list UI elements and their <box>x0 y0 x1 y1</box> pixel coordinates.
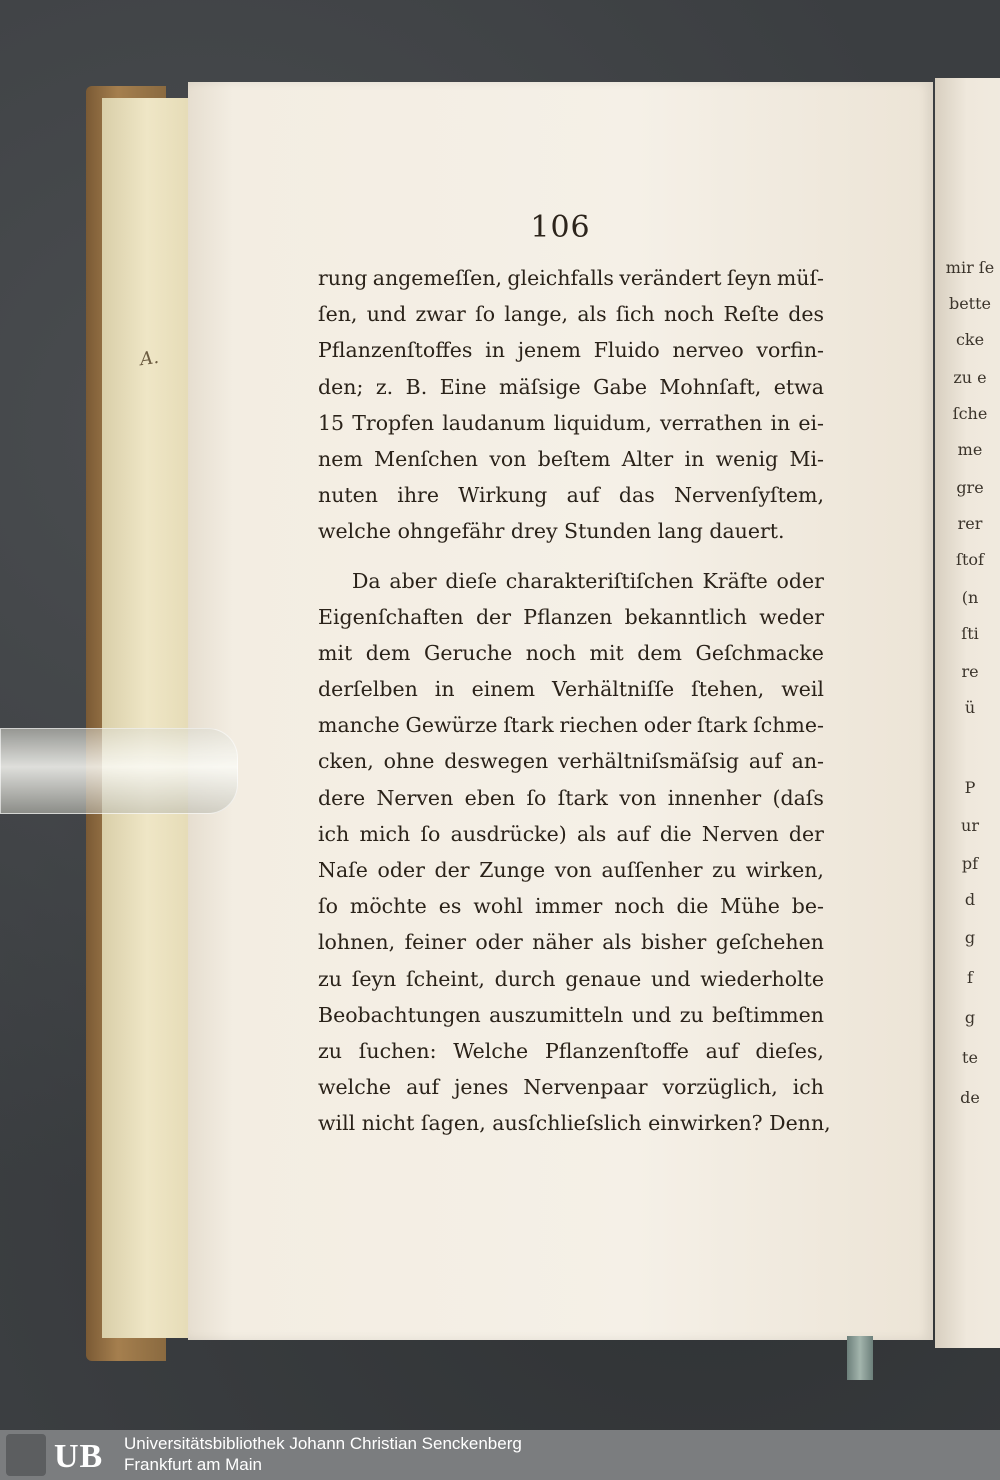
text-line: rung angemeſſen, gleichfalls verändert ſeyn müſ- <box>318 266 824 290</box>
text-line: ich mich ſo ausdrücke) als auf die Nerven der <box>318 821 824 846</box>
text-line: zu ſuchen: Welche Pflanzenſtoffe auf dieſes, <box>318 1038 824 1063</box>
text-line: den; z. B. Eine mäſsige Gabe Mohnſaft, etwa <box>318 374 824 399</box>
facing-page-fragment: pf <box>961 854 979 873</box>
facing-page-fragment: gre <box>956 478 984 497</box>
text-line: Eigenſchaften der Pflanzen bekanntlich weder <box>318 604 824 629</box>
text-line: 15 Tropfen laudanum liquidum, verrathen in ei- <box>318 410 824 435</box>
facing-page-fragment: (n <box>961 588 979 607</box>
text-line: lohnen, feiner oder näher als bisher geſchehen <box>318 930 824 955</box>
text-line: nem Menſchen von beſtem Alter in wenig Mi- <box>318 446 824 471</box>
facing-page-fragment: ſche <box>952 404 988 423</box>
text-line: Beobachtungen auszumitteln und zu beſtimmen <box>318 1002 824 1027</box>
library-footer <box>0 1430 1000 1480</box>
facing-page-fragment: me <box>957 440 983 459</box>
text-line: derſelben in einem Verhältniſſe ſtehen, weil <box>318 677 824 702</box>
facing-page-fragment: g <box>964 928 976 947</box>
book-page <box>188 82 933 1340</box>
library-location: Frankfurt am Main <box>124 1455 262 1474</box>
facing-page-fragment: te <box>962 1048 978 1067</box>
text-line: zu ſeyn ſcheint, durch genaue und wiederholte <box>318 966 824 991</box>
facing-page-fragment: g <box>964 1008 976 1027</box>
library-name: Universitätsbibliothek Johann Christian Senckenberg <box>124 1434 522 1453</box>
facing-page-fragment: d <box>964 890 976 909</box>
facing-page-fragment: re <box>961 662 979 681</box>
text-line: ſen, und zwar ſo lange, als ſich noch Reſte des <box>318 302 824 327</box>
text-line: nuten ihre Wirkung auf das Nervenſyſtem, <box>318 483 824 508</box>
facing-page-fragment: cke <box>955 330 985 349</box>
text-line: dere Nerven eben ſo ſtark von innenher (daſs <box>318 785 824 810</box>
facing-page-fragment: f <box>967 968 973 987</box>
text-line: welche ohngefähr drey Stunden lang dauert. <box>318 519 785 544</box>
facing-page-fragment: de <box>960 1088 980 1107</box>
text-line: will nicht ſagen, ausſchlieſslich einwirken? Denn, <box>318 1111 831 1136</box>
text-line: Naſe oder der Zunge von auſſenher zu wirken, <box>318 858 824 882</box>
text-line: ſo möchte es wohl immer noch die Mühe be- <box>318 894 824 919</box>
text-line: Pflanzenſtoffes in jenem Fluido nerveo vorfin- <box>318 338 824 363</box>
page-number: 106 <box>530 210 591 245</box>
facing-page-fragment: rer <box>957 514 983 533</box>
facing-page-fragment: mir ſe <box>945 258 995 277</box>
facing-page-fragment: ſti <box>961 624 979 643</box>
facing-page-fragment: ü <box>964 698 976 717</box>
facing-page <box>935 78 1000 1348</box>
bookmark-ribbon <box>847 1336 873 1380</box>
facing-page-fragment: ſtof <box>956 550 984 569</box>
facing-page-fragment: zu e <box>953 368 987 387</box>
glass-page-weight <box>0 728 238 814</box>
page-stack-edge <box>102 98 193 1338</box>
text-line: mit dem Geruche noch mit dem Geſchmacke <box>318 640 824 665</box>
ub-logo <box>6 1434 118 1476</box>
portrait-icon <box>6 1434 46 1476</box>
paragraph-gap <box>318 550 824 563</box>
text-line: welche auf jenes Nervenpaar vorzüglich, ich <box>318 1075 824 1100</box>
margin-annotation: A. <box>138 346 161 371</box>
facing-page-fragment: P <box>964 778 976 797</box>
text-line: manche Gewürze ſtark riechen oder ſtark ſchme- <box>318 713 824 738</box>
facing-page-fragment: bette <box>948 294 992 313</box>
text-line: Da aber dieſe charakteriſtiſchen Kräfte oder <box>352 568 824 593</box>
facing-page-fragment: ur <box>961 816 979 835</box>
ub-logo-text: UB <box>54 1438 104 1475</box>
text-line: cken, ohne deswegen verhältniſsmäſsig auf an- <box>318 749 824 774</box>
page-text <box>318 260 831 1142</box>
